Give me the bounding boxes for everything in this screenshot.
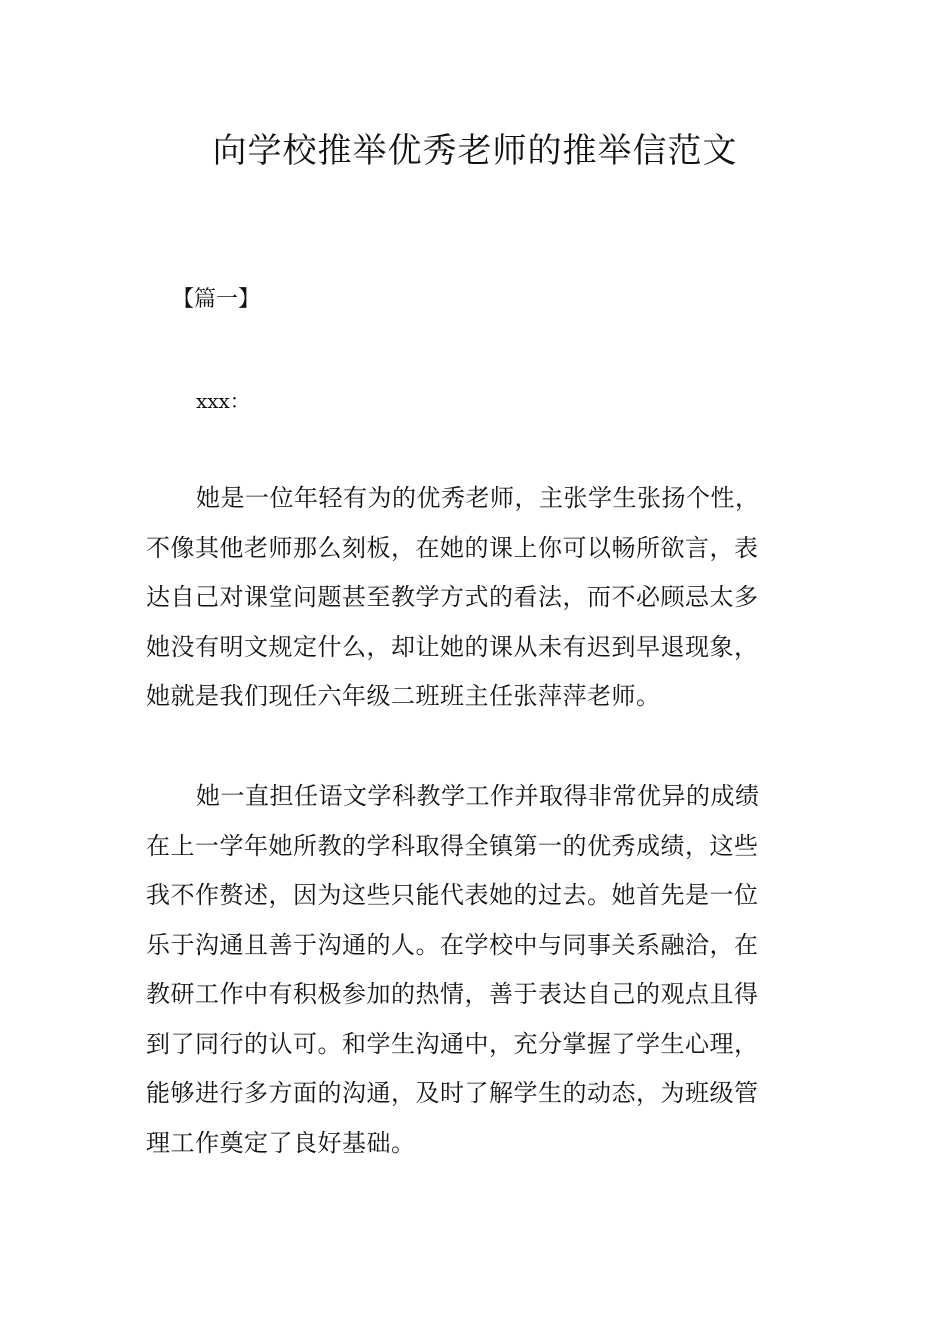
paragraph-line: 到了同行的认可。和学生沟通中，充分掌握了学生心理，	[146, 1029, 759, 1058]
paragraph-line: 理工作奠定了良好基础。	[146, 1128, 416, 1157]
paragraph-line: 我不作赘述，因为这些只能代表她的过去。她首先是一位	[146, 881, 759, 909]
paragraph-1	[146, 474, 806, 722]
paragraph-line: 不像其他老师那么刻板，在她的课上你可以畅所欲言，表	[146, 533, 759, 562]
paragraph-line: 她是一位年轻有为的优秀老师，主张学生张扬个性，	[196, 484, 760, 512]
paragraph-line: 乐于沟通且善于沟通的人。在学校中与同事关系融洽，在	[146, 930, 759, 959]
paragraph-line: 她没有明文规定什么，却让她的课从未有迟到早退现象，	[146, 632, 759, 661]
paragraph-line: 在上一学年她所教的学科取得全镇第一的优秀成绩，这些	[146, 831, 759, 860]
paragraph-line: 她就是我们现任六年级二班班主任张萍萍老师。	[146, 682, 661, 710]
paragraph-line: 能够进行多方面的沟通，及时了解学生的动态，为班级管	[146, 1079, 759, 1107]
salutation: xxx：	[196, 389, 250, 413]
document-title: 向学校推举优秀老师的推举信范文	[212, 131, 738, 171]
section-label: 【篇一】	[172, 287, 261, 312]
paragraph-line: 她一直担任语文学科教学工作并取得非常优异的成绩	[196, 782, 760, 810]
paragraph-line: 达自己对课堂问题甚至教学方式的看法，而不必顾忌太多	[146, 583, 759, 611]
paragraph-line: 教研工作中有积极参加的热情，善于表达自己的观点且得	[146, 980, 759, 1008]
paragraph-2	[146, 772, 806, 1168]
